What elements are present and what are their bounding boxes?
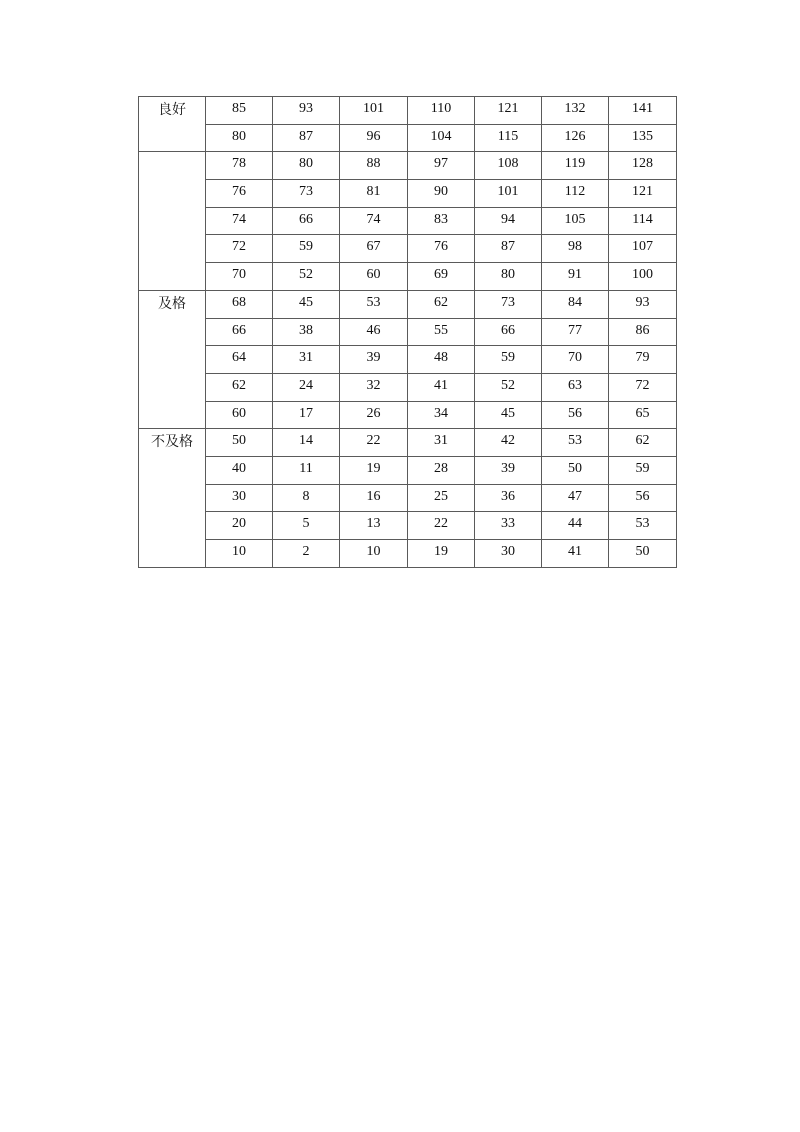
score-cell: 16	[340, 484, 408, 512]
score-cell: 5	[273, 512, 340, 540]
score-cell: 100	[609, 263, 677, 291]
score-cell: 64	[206, 346, 273, 374]
table-row	[139, 290, 677, 318]
score-cell: 90	[408, 180, 475, 208]
score-cell: 87	[273, 124, 340, 152]
score-cell: 42	[475, 429, 542, 457]
score-cell: 67	[340, 235, 408, 263]
score-cell: 93	[609, 290, 677, 318]
table-row	[139, 97, 677, 125]
score-cell: 72	[206, 235, 273, 263]
score-cell: 13	[340, 512, 408, 540]
score-cell: 28	[408, 456, 475, 484]
table-row	[139, 429, 677, 457]
score-cell: 128	[609, 152, 677, 180]
score-cell: 76	[206, 180, 273, 208]
score-cell: 98	[542, 235, 609, 263]
table-row	[139, 512, 677, 540]
grade-cell	[139, 290, 206, 428]
score-cell: 48	[408, 346, 475, 374]
score-cell: 2	[273, 540, 340, 568]
table-row	[139, 152, 677, 180]
score-cell: 53	[340, 290, 408, 318]
grade-cell	[139, 429, 206, 567]
score-cell: 46	[340, 318, 408, 346]
score-cell: 69	[408, 263, 475, 291]
score-cell: 135	[609, 124, 677, 152]
score-cell: 66	[273, 207, 340, 235]
table-row	[139, 207, 677, 235]
score-cell: 30	[475, 540, 542, 568]
score-cell: 56	[542, 401, 609, 429]
score-cell: 50	[206, 429, 273, 457]
score-cell: 83	[408, 207, 475, 235]
score-cell: 96	[340, 124, 408, 152]
score-cell: 76	[408, 235, 475, 263]
table-row	[139, 263, 677, 291]
score-cell: 10	[206, 540, 273, 568]
score-cell: 62	[408, 290, 475, 318]
grade-cell	[139, 97, 206, 152]
score-cell: 121	[609, 180, 677, 208]
score-cell: 80	[475, 263, 542, 291]
score-cell: 39	[475, 456, 542, 484]
score-table	[138, 96, 677, 568]
score-cell: 19	[340, 456, 408, 484]
score-cell: 81	[340, 180, 408, 208]
score-cell: 47	[542, 484, 609, 512]
score-cell: 44	[542, 512, 609, 540]
score-cell: 10	[340, 540, 408, 568]
score-cell: 101	[475, 180, 542, 208]
score-cell: 101	[340, 97, 408, 125]
score-cell: 50	[609, 540, 677, 568]
score-cell: 40	[206, 456, 273, 484]
score-cell: 52	[273, 263, 340, 291]
score-cell: 78	[206, 152, 273, 180]
score-cell: 115	[475, 124, 542, 152]
score-cell: 39	[340, 346, 408, 374]
score-cell: 62	[206, 373, 273, 401]
score-cell: 119	[542, 152, 609, 180]
score-cell: 88	[340, 152, 408, 180]
score-cell: 73	[273, 180, 340, 208]
score-cell: 77	[542, 318, 609, 346]
score-cell: 41	[542, 540, 609, 568]
score-cell: 59	[273, 235, 340, 263]
score-cell: 14	[273, 429, 340, 457]
score-cell: 36	[475, 484, 542, 512]
score-cell: 50	[542, 456, 609, 484]
table-row	[139, 124, 677, 152]
score-cell: 141	[609, 97, 677, 125]
score-cell: 20	[206, 512, 273, 540]
score-cell: 59	[609, 456, 677, 484]
score-cell: 68	[206, 290, 273, 318]
score-cell: 41	[408, 373, 475, 401]
score-cell: 74	[206, 207, 273, 235]
score-table-body	[139, 97, 677, 568]
score-cell: 53	[609, 512, 677, 540]
score-cell: 110	[408, 97, 475, 125]
grade-label: 及格	[158, 295, 186, 312]
score-cell: 66	[206, 318, 273, 346]
score-cell: 132	[542, 97, 609, 125]
score-cell: 112	[542, 180, 609, 208]
score-cell: 70	[206, 263, 273, 291]
score-cell: 45	[475, 401, 542, 429]
score-cell: 53	[542, 429, 609, 457]
score-cell: 80	[206, 124, 273, 152]
table-row	[139, 540, 677, 568]
score-cell: 97	[408, 152, 475, 180]
score-cell: 73	[475, 290, 542, 318]
score-cell: 60	[340, 263, 408, 291]
table-row	[139, 235, 677, 263]
score-cell: 19	[408, 540, 475, 568]
score-cell: 31	[273, 346, 340, 374]
score-cell: 30	[206, 484, 273, 512]
score-cell: 22	[408, 512, 475, 540]
score-cell: 56	[609, 484, 677, 512]
score-cell: 31	[408, 429, 475, 457]
score-cell: 104	[408, 124, 475, 152]
score-cell: 93	[273, 97, 340, 125]
score-cell: 72	[609, 373, 677, 401]
score-cell: 17	[273, 401, 340, 429]
table-row	[139, 401, 677, 429]
score-cell: 91	[542, 263, 609, 291]
grade-label	[139, 152, 205, 153]
score-cell: 85	[206, 97, 273, 125]
grade-label: 良好	[158, 102, 186, 118]
table-row	[139, 373, 677, 401]
score-cell: 62	[609, 429, 677, 457]
score-cell: 63	[542, 373, 609, 401]
score-cell: 38	[273, 318, 340, 346]
score-cell: 24	[273, 373, 340, 401]
score-cell: 33	[475, 512, 542, 540]
score-cell: 45	[273, 290, 340, 318]
score-cell: 66	[475, 318, 542, 346]
score-cell: 22	[340, 429, 408, 457]
score-cell: 107	[609, 235, 677, 263]
grade-cell	[139, 152, 206, 290]
score-cell: 52	[475, 373, 542, 401]
score-cell: 25	[408, 484, 475, 512]
score-cell: 87	[475, 235, 542, 263]
score-cell: 80	[273, 152, 340, 180]
score-cell: 86	[609, 318, 677, 346]
score-cell: 34	[408, 401, 475, 429]
score-cell: 74	[340, 207, 408, 235]
score-cell: 84	[542, 290, 609, 318]
score-cell: 8	[273, 484, 340, 512]
score-cell: 108	[475, 152, 542, 180]
table-row	[139, 318, 677, 346]
score-cell: 105	[542, 207, 609, 235]
score-cell: 121	[475, 97, 542, 125]
score-cell: 114	[609, 207, 677, 235]
score-cell: 59	[475, 346, 542, 374]
table-row	[139, 456, 677, 484]
score-cell: 11	[273, 456, 340, 484]
score-cell: 79	[609, 346, 677, 374]
score-cell: 26	[340, 401, 408, 429]
score-cell: 126	[542, 124, 609, 152]
score-cell: 94	[475, 207, 542, 235]
table-row	[139, 346, 677, 374]
score-cell: 60	[206, 401, 273, 429]
score-cell: 55	[408, 318, 475, 346]
score-cell: 65	[609, 401, 677, 429]
table-row	[139, 180, 677, 208]
grade-label: 不及格	[151, 434, 193, 451]
table-row	[139, 484, 677, 512]
score-cell: 32	[340, 373, 408, 401]
score-cell: 70	[542, 346, 609, 374]
